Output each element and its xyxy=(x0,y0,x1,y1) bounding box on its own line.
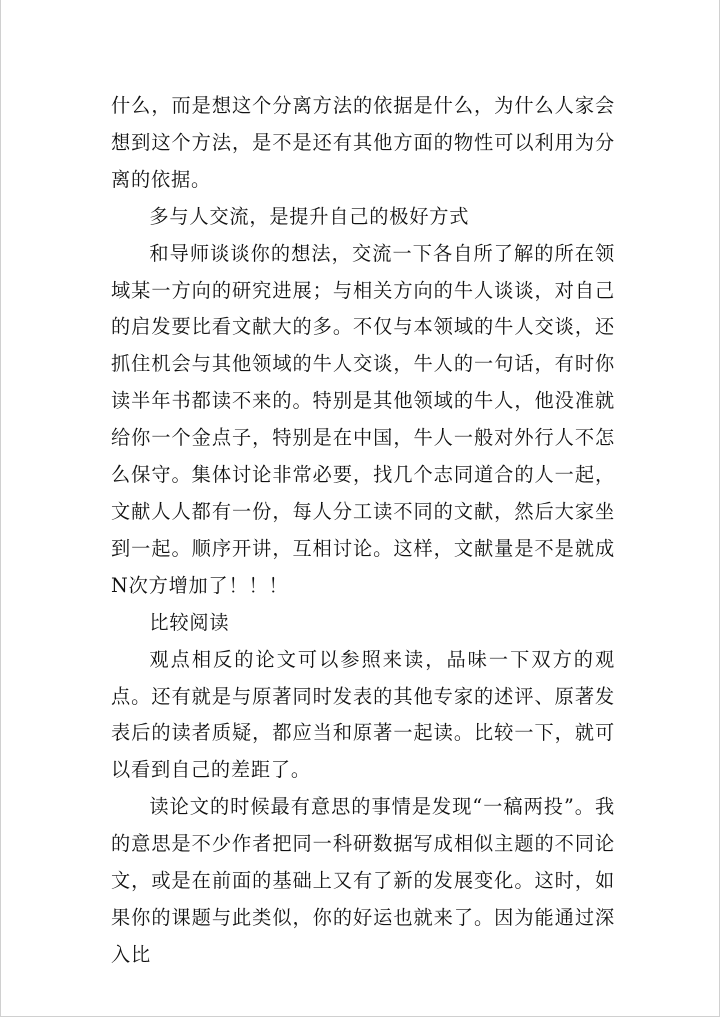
paragraph-communication: 和导师谈谈你的想法，交流一下各自所了解的所在领域某一方向的研究进展；与相关方向的牛人谈谈，对自己的启发要比看文献大的多。不仅与本领域的牛人交谈，还抓住机会与其他领域的牛人交谈，牛人的一句话，有时你读半年书都读不来的。特别是其他领域的牛人，他没准就给你一个金点子，特别是在中国，牛人一般对外行人不怎么保守。集体讨论非常必要，找几个志同道合的人一起，文献人人都有一份，每人分工读不同的文献，然后大家坐到一起。顺序开讲，互相讨论。这样，文献量是不是就成N次方增加了！！！ xyxy=(111,241,615,597)
paragraph-comparative-reading: 观点相反的论文可以参照来读，品味一下双方的观点。还有就是与原著同时发表的其他专家的述评、原著发表后的读者质疑，都应当和原著一起读。比较一下，就可以看到自己的差距了。 xyxy=(111,647,615,782)
paragraph-duplicate-submission: 读论文的时候最有意思的事情是发现“一稿两投”。我的意思是不少作者把同一科研数据写成相似主题的不同论文，或是在前面的基础上又有了新的发展变化。这时，如果你的课题与此类似，你的好运也就来了。因为能通过深入比 xyxy=(111,795,615,966)
section-heading-communication: 多与人交流，是提升自己的极好方式 xyxy=(149,204,470,228)
section-heading-comparative-reading: 比较阅读 xyxy=(149,610,230,634)
continuation-paragraph: 什么，而是想这个分离方法的依据是什么，为什么人家会想到这个方法，是不是还有其他方面的物性可以利用为分离的依据。 xyxy=(111,94,615,191)
document-body xyxy=(111,88,615,974)
